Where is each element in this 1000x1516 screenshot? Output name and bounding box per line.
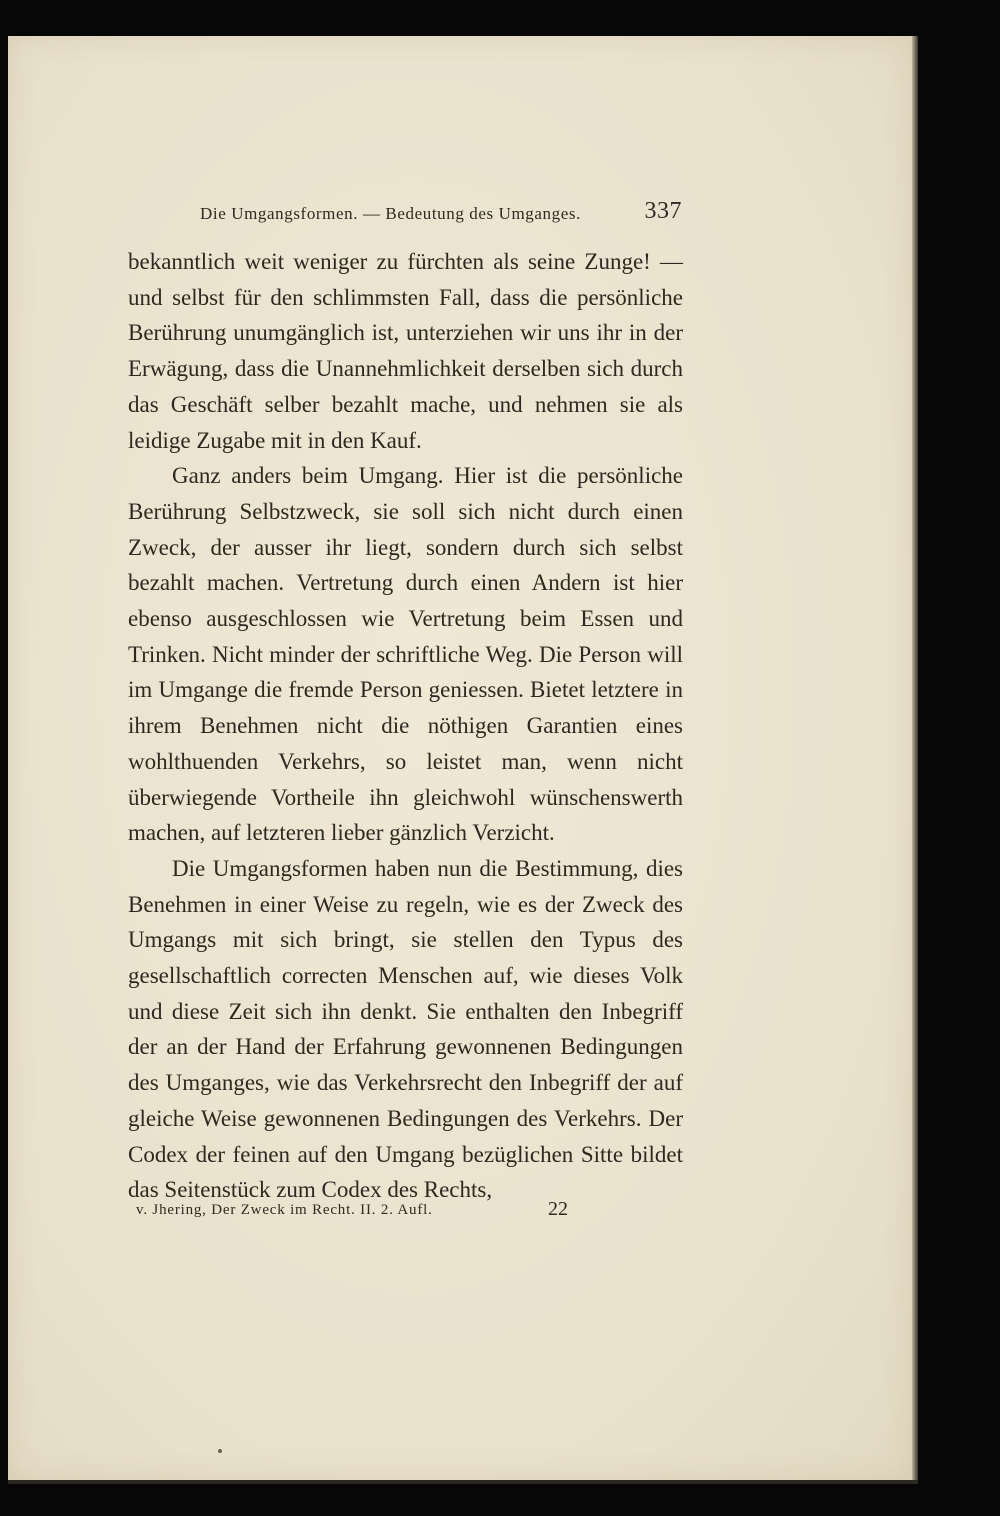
paper-speck (218, 1449, 222, 1453)
paragraph-umgang: Ganz anders beim Umgang. Hier ist die persönliche Berührung Selbstzweck, sie soll sich nicht durch einen Zweck, der ausser ihr liegt, sondern durch sich selbst bezahlt machen. Vertretung durch einen Andern ist hier ebenso ausgeschlossen wie Vertretung beim Essen und Trinken. Nicht minder der schriftliche Weg. Die Person will im Umgange die fremde Person geniessen. Bietet letztere in ihrem Benehmen nicht die nöthigen Garantien eines wohlthuenden Verkehrs, so leistet man, wenn nicht überwiegende Vortheile ihn gleichwohl wünschenswerth machen, auf letzteren lieber gänzlich Verzicht. (128, 463, 683, 846)
page-edge-bottom (8, 1480, 918, 1484)
page-footer (136, 1198, 576, 1224)
page-edge-right (912, 36, 918, 1480)
running-head: Die Umgangsformen. — Bedeutung des Umganges. (200, 204, 581, 223)
paragraph-umgangsformen: Die Umgangsformen haben nun die Bestimmung, dies Benehmen in einer Weise zu regeln, wie es der Zweck des Umgangs mit sich bringt, sie stellen den Typus des gesellschaftlich correcten Menschen auf, wie dieses Volk und diese Zeit sich ihn denkt. Sie enthalten den Inbegriff der an der Hand der Erfahrung gewonnenen Bedingungen des Umganges, wie das Verkehrsrecht den Inbegriff der auf gleiche Weise gewonnenen Bedingungen des Verkehrs. Der Codex der feinen auf den Umgang bezüglichen Sitte bildet das Seitenstück zum Codex des Rechts, (128, 855, 683, 1203)
sheet-signature: 22 (548, 1198, 568, 1220)
paragraph-continuation: bekanntlich weit weniger zu fürchten als seine Zunge! — und selbst für den schlimmsten Fall, dass die persönliche Berührung unumgänglich ist, unterziehen wir uns ihr in der Erwägung, dass die Unannehmlichkeit derselben sich durch das Geschäft selber bezahlt mache, und nehmen sie als leidige Zugabe mit in den Kauf. (128, 249, 683, 453)
page-header (200, 196, 684, 232)
body-text (128, 244, 683, 1208)
footer-citation: v. Jhering, Der Zweck im Recht. II. 2. Aufl. (136, 1202, 433, 1218)
page-number: 337 (644, 198, 682, 224)
